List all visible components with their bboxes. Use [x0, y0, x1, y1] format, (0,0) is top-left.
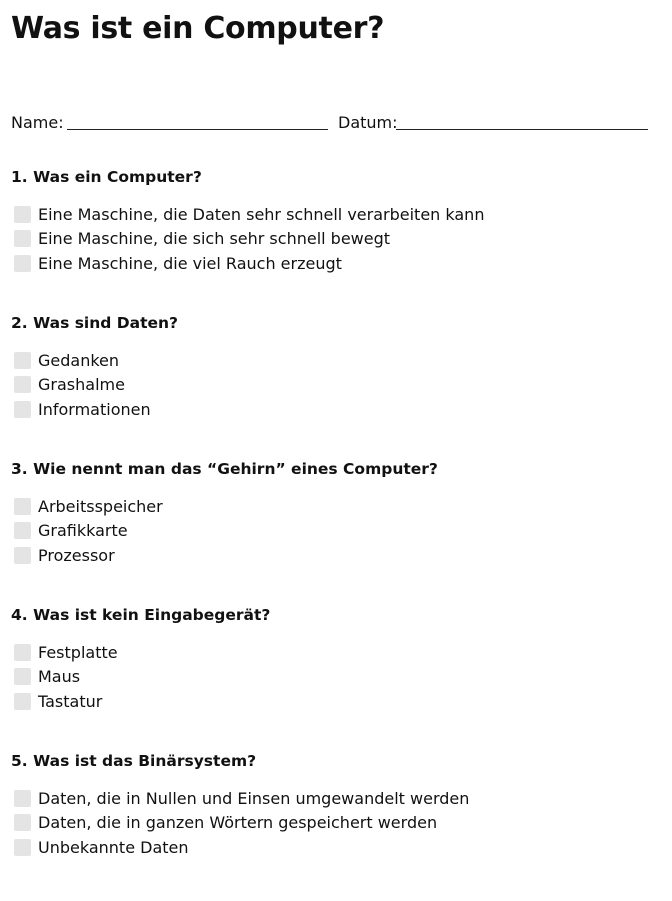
option-item[interactable]: [11, 373, 151, 398]
date-label: Datum:: [338, 113, 398, 132]
option-label: Gedanken: [38, 350, 120, 370]
question-title: 2. Was sind Daten?: [11, 314, 179, 332]
option-label: Informationen: [38, 399, 151, 419]
option-list: [11, 202, 484, 276]
checkbox[interactable]: [14, 547, 31, 564]
option-list: [11, 640, 118, 714]
checkbox[interactable]: [14, 255, 31, 272]
checkbox[interactable]: [14, 839, 31, 856]
question-title: 5. Was ist das Binärsystem?: [11, 752, 257, 770]
option-list: [11, 786, 469, 860]
option-label: Arbeitsspeicher: [38, 496, 163, 516]
question-title: 1. Was ein Computer?: [11, 168, 202, 186]
option-label: Eine Maschine, die Daten sehr schnell verarbeiten kann: [38, 204, 485, 224]
option-label: Tastatur: [38, 691, 103, 711]
checkbox[interactable]: [14, 668, 31, 685]
question-1: [11, 166, 651, 273]
option-label: Maus: [38, 667, 81, 687]
option-label: Daten, die in ganzen Wörtern gespeichert werden: [38, 813, 438, 833]
option-list: [11, 494, 163, 568]
option-label: Grafikkarte: [38, 521, 128, 541]
name-label: Name:: [11, 113, 64, 132]
option-label: Grashalme: [38, 375, 125, 395]
option-item[interactable]: [11, 251, 484, 276]
checkbox[interactable]: [14, 522, 31, 539]
option-item[interactable]: [11, 786, 469, 811]
question-4: [11, 604, 651, 711]
question-3: [11, 458, 651, 565]
option-item[interactable]: [11, 543, 163, 568]
option-item[interactable]: [11, 689, 118, 714]
option-item[interactable]: [11, 202, 484, 227]
checkbox[interactable]: [14, 206, 31, 223]
checkbox[interactable]: [14, 693, 31, 710]
option-label: Daten, die in Nullen und Einsen umgewandelt werden: [38, 788, 470, 808]
option-item[interactable]: [11, 519, 163, 544]
option-item[interactable]: [11, 665, 118, 690]
option-label: Eine Maschine, die viel Rauch erzeugt: [38, 253, 342, 273]
question-2: [11, 312, 651, 419]
option-list: [11, 348, 151, 422]
option-item[interactable]: [11, 227, 484, 252]
option-item[interactable]: [11, 640, 118, 665]
option-label: Unbekannte Daten: [38, 837, 189, 857]
checkbox[interactable]: [14, 230, 31, 247]
question-title: 3. Wie nennt man das “Gehirn” eines Computer?: [11, 460, 438, 478]
checkbox[interactable]: [14, 790, 31, 807]
option-item[interactable]: [11, 835, 469, 860]
checkbox[interactable]: [14, 401, 31, 418]
name-field-line[interactable]: [67, 129, 328, 130]
option-label: Festplatte: [38, 642, 118, 662]
checkbox[interactable]: [14, 644, 31, 661]
question-5: [11, 750, 651, 857]
name-date-row: [11, 112, 651, 134]
question-title: 4. Was ist kein Eingabegerät?: [11, 606, 271, 624]
option-item[interactable]: [11, 811, 469, 836]
date-field-line[interactable]: [396, 129, 648, 130]
checkbox[interactable]: [14, 376, 31, 393]
page-title: Was ist ein Computer?: [11, 11, 385, 46]
checkbox[interactable]: [14, 814, 31, 831]
option-label: Eine Maschine, die sich sehr schnell bewegt: [38, 229, 391, 249]
option-label: Prozessor: [38, 545, 115, 565]
option-item[interactable]: [11, 494, 163, 519]
option-item[interactable]: [11, 397, 151, 422]
checkbox[interactable]: [14, 498, 31, 515]
option-item[interactable]: [11, 348, 151, 373]
checkbox[interactable]: [14, 352, 31, 369]
